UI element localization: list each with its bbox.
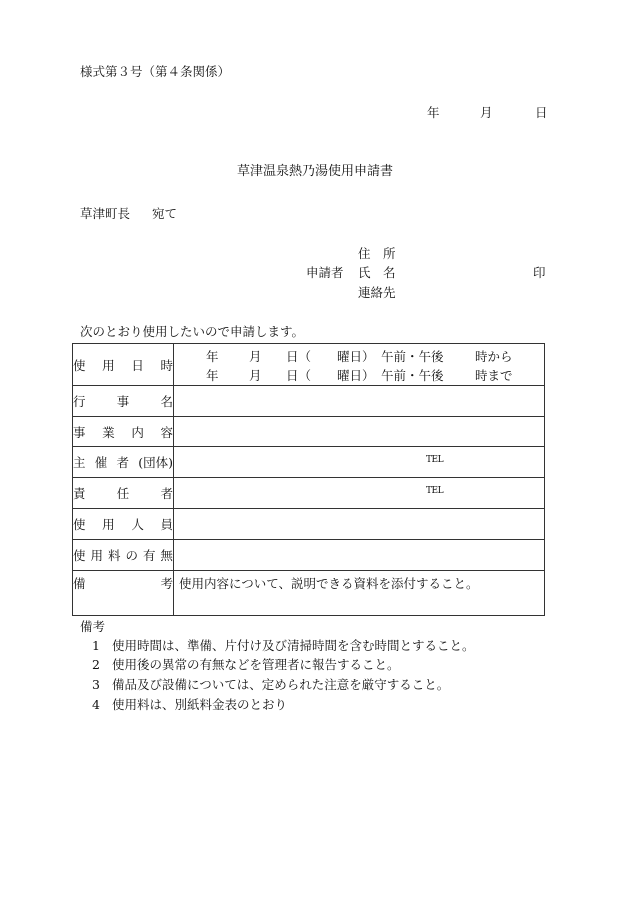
addressee-name: 草津町長 xyxy=(80,206,131,221)
to-weekday: 曜日） xyxy=(337,367,375,383)
from-weekday: 曜日） xyxy=(337,348,375,364)
label-organizer: 主 催 者 (団体) xyxy=(73,455,173,470)
from-year: 年 xyxy=(206,348,219,364)
from-month: 月 xyxy=(249,348,262,364)
label-fee: 使 用 料 の 有 無 xyxy=(73,548,173,563)
row-event xyxy=(73,386,545,417)
row-organizer xyxy=(73,447,545,478)
remark-item: 1 使用時間は、準備、片付け及び清掃時間を含む時間とすること。 xyxy=(92,638,475,653)
datetime-from-line xyxy=(174,346,544,365)
applicant-label: 申請者 xyxy=(306,265,344,280)
remark-item: 3 備品及び設備については、定められた注意を厳守すること。 xyxy=(92,677,450,692)
form-number: 様式第３号（第４条関係） xyxy=(80,64,231,79)
row-users xyxy=(73,509,545,540)
label-cell xyxy=(73,509,174,540)
to-day: 日（ xyxy=(286,367,312,383)
seal-mark: 印 xyxy=(533,265,546,280)
label-users: 使 用 人 員 xyxy=(73,517,173,532)
datetime-value-cell[interactable] xyxy=(174,344,545,386)
event-value-cell[interactable] xyxy=(174,386,545,417)
applicant-contact-label: 連絡先 xyxy=(358,285,396,300)
responsible-tel-label: TEL xyxy=(426,486,444,496)
datetime-to-line xyxy=(174,365,544,384)
remark-item: 2 使用後の異常の有無などを管理者に報告すること。 xyxy=(92,657,400,672)
to-month: 月 xyxy=(249,367,262,383)
organizer-value-cell[interactable] xyxy=(174,447,545,478)
intro-text: 次のとおり使用したいので申請します。 xyxy=(80,324,305,339)
to-year: 年 xyxy=(206,367,219,383)
notes-value: 使用内容について、説明できる資料を添付すること。 xyxy=(174,571,545,616)
label-cell xyxy=(73,478,174,509)
label-content: 事 業 内 容 xyxy=(73,424,173,440)
date-month-label: 月 xyxy=(480,105,493,120)
label-cell xyxy=(73,417,174,447)
application-table xyxy=(72,343,545,616)
row-responsible xyxy=(73,478,545,509)
row-datetime xyxy=(73,344,545,386)
remarks-title: 備考 xyxy=(80,619,106,634)
addressee-suffix: 宛て xyxy=(152,206,178,221)
from-ampm: 午前・午後 xyxy=(381,348,444,364)
label-cell xyxy=(73,571,174,616)
document-title: 草津温泉熱乃湯使用申請書 xyxy=(236,164,393,179)
to-time: 時まで xyxy=(475,367,513,383)
organizer-tel-label: TEL xyxy=(426,455,444,465)
date-year-label: 年 xyxy=(427,105,440,120)
to-ampm: 午前・午後 xyxy=(381,367,444,383)
responsible-value-cell[interactable] xyxy=(174,478,545,509)
from-time: 時から xyxy=(475,348,513,364)
remark-item: 4 使用料は、別紙料金表のとおり xyxy=(92,697,288,712)
label-datetime: 使 用 日 時 xyxy=(73,357,173,373)
users-value-cell[interactable] xyxy=(174,509,545,540)
label-cell xyxy=(73,447,174,478)
applicant-address-label: 住 所 xyxy=(358,246,396,261)
label-cell xyxy=(73,344,174,386)
row-fee xyxy=(73,540,545,571)
label-event: 行 事 名 xyxy=(73,394,173,409)
label-responsible: 責 任 者 xyxy=(73,486,173,501)
label-notes: 備 考 xyxy=(73,576,173,591)
from-day: 日（ xyxy=(286,348,312,364)
content-value-cell[interactable] xyxy=(174,417,545,447)
date-day-label: 日 xyxy=(535,105,548,120)
applicant-name-label: 氏 名 xyxy=(358,265,396,280)
fee-value-cell[interactable] xyxy=(174,540,545,571)
label-cell xyxy=(73,386,174,417)
addressee xyxy=(80,206,177,222)
row-content xyxy=(73,417,545,447)
label-cell xyxy=(73,540,174,571)
row-notes xyxy=(73,571,545,616)
